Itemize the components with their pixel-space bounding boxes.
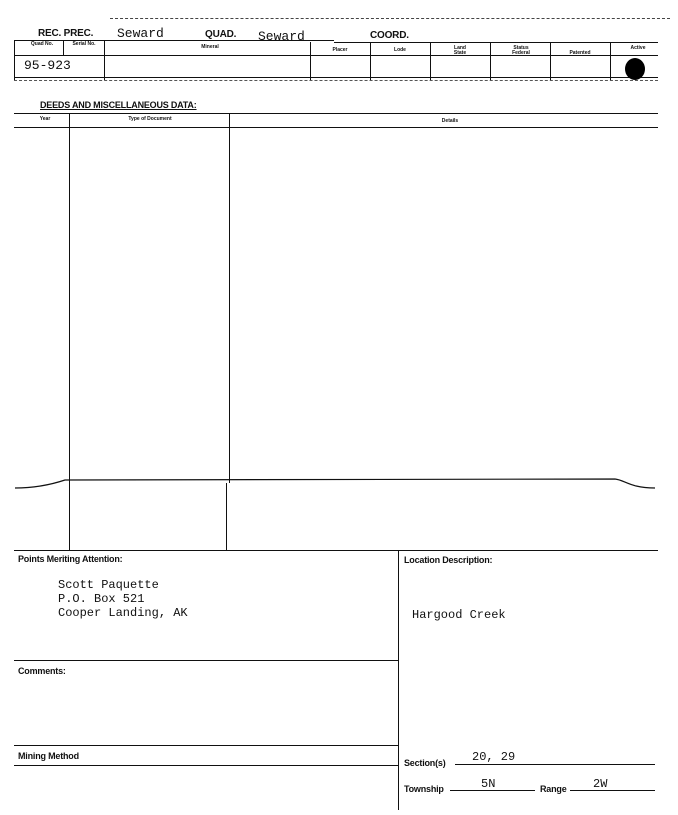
points-line-1: Scott Paquette [58, 578, 159, 592]
col-active: Active [630, 45, 646, 51]
quad-label: QUAD. [205, 29, 237, 40]
col-sep-7 [490, 42, 491, 80]
township-label: Township [404, 784, 444, 794]
mining-top-rule [14, 745, 398, 746]
col-sep-1 [14, 40, 15, 80]
page-fold-line [0, 470, 678, 500]
col-sep-6 [430, 42, 431, 80]
rec-prec-label: REC. PREC. [38, 28, 94, 39]
header-bottom-rule [14, 77, 658, 78]
rec-prec-value: Seward [117, 26, 164, 41]
top-dashed-line [110, 18, 670, 19]
col-patented: Patented [569, 50, 591, 56]
points-line-3: Cooper Landing, AK [58, 606, 188, 620]
col-sep-9 [610, 42, 611, 80]
col-details: Details [441, 118, 459, 124]
deeds-type-sep [229, 113, 230, 483]
col-serial-no: Serial No. [72, 41, 96, 47]
comments-top-rule [14, 660, 398, 661]
col-lode: Lode [394, 47, 406, 53]
mining-bottom-rule [14, 765, 398, 766]
header-bottom-rule-2 [14, 80, 658, 81]
mining-method-label: Mining Method [18, 751, 79, 761]
col-sep-2 [63, 40, 64, 56]
range-underline [570, 790, 655, 791]
col-sep-5 [370, 42, 371, 80]
col-land-state: Land State [453, 45, 467, 56]
location-label: Location Description: [404, 555, 493, 565]
comments-label: Comments: [18, 666, 66, 676]
section-label: Section(s) [404, 758, 446, 768]
lower-top-rule [14, 550, 658, 551]
col-placer: Placer [332, 47, 348, 53]
range-label: Range [540, 784, 567, 794]
header-top-rule [14, 40, 334, 41]
deeds-section-title: DEEDS AND MISCELLANEOUS DATA: [40, 100, 197, 110]
quad-no-value: 95-923 [24, 58, 71, 73]
col-type-of-document: Type of Document [128, 116, 172, 122]
location-value: Hargood Creek [412, 608, 506, 622]
section-underline [455, 764, 655, 765]
col-mineral: Mineral [201, 44, 219, 50]
col-sep-4 [310, 42, 311, 80]
coord-label: COORD. [370, 30, 409, 41]
active-fill-dot [625, 58, 645, 80]
deeds-top-rule [14, 113, 658, 114]
col-year: Year [39, 116, 51, 122]
col-sep-8 [550, 42, 551, 80]
section-value: 20, 29 [472, 750, 516, 764]
points-line-2: P.O. Box 521 [58, 592, 145, 606]
col-status-federal: Status Federal [512, 45, 530, 56]
quad-value: Seward [258, 29, 305, 44]
deeds-head-rule [14, 127, 658, 128]
points-label: Points Meriting Attention: [18, 554, 123, 564]
township-value: 5N [481, 777, 496, 791]
range-value: 2W [593, 777, 608, 791]
col-quad-no: Quad No. [30, 41, 54, 47]
col-sep-3 [104, 40, 105, 80]
lower-mid-sep [398, 550, 399, 810]
